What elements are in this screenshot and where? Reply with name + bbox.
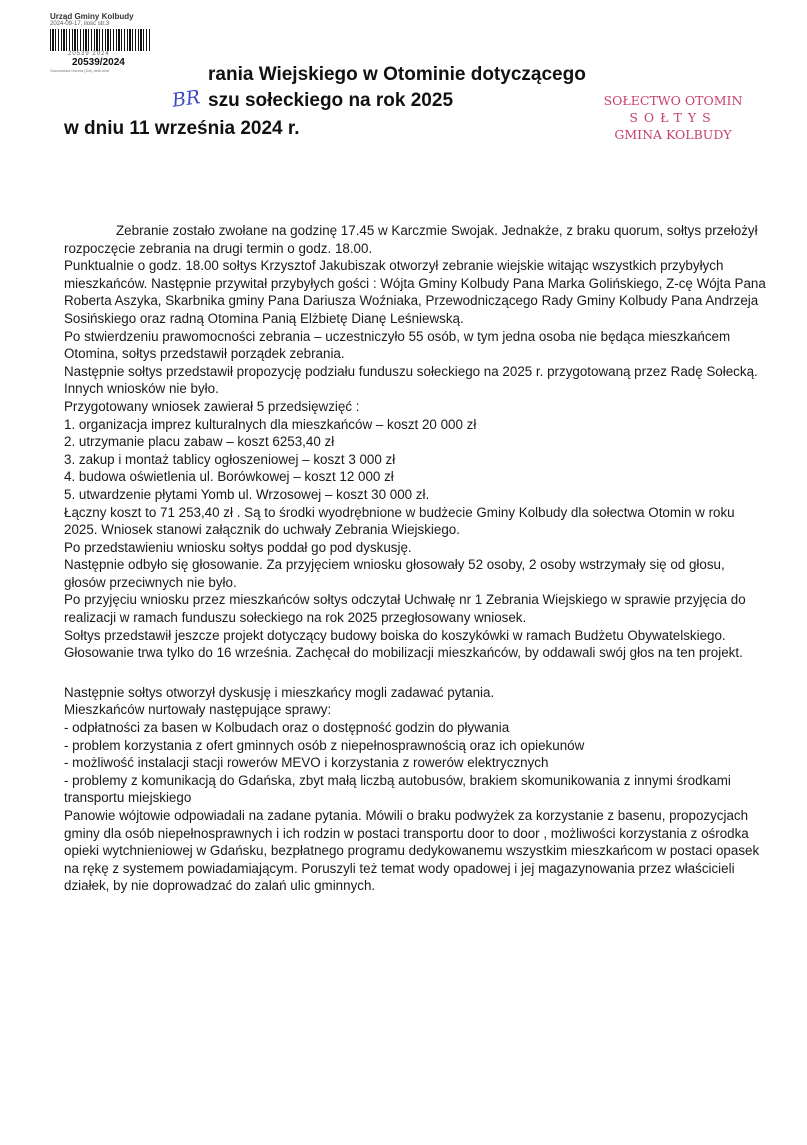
list-item: - problemy z komunikacją do Gdańska, zbyt małą liczbą autobusów, brakiem skomunikowania z innymi środkami transportu miejskiego [64,772,731,806]
paragraph: Po stwierdzeniu prawomocności zebrania – uczestniczyło 55 osób, w tym jedna osoba nie będąca mieszkańcem Otomina, sołtys przedstawił porządek zebrania. [64,328,731,362]
list-item: - odpłatności za basen w Kolbudach oraz o dostępność godzin do pływania [64,720,510,736]
paragraph: Zebranie zostało zwołane na godzinę 17.45 w Karczmie Swojak. Jednakże, z braku quorum, sołtys przełożył rozpoczęcie zebrania na drugi termin o godz. 18.00. [64,223,758,256]
barcode-icon [50,29,150,51]
soltys-stamp-line-3: GMINA KOLBUDY [614,127,732,142]
soltys-stamp-line-1: SOŁECTWO OTOMIN [603,93,743,108]
paragraph: Po przedstawieniu wniosku sołtys poddał go pod dyskusję. [64,539,412,555]
list-item: - możliwość instalacji stacji rowerów MEVO i korzystania z rowerów elektrycznych [64,755,549,771]
title-line-3: w dniu 11 września 2024 r. [64,118,300,139]
stamp-operator: Saczewska Hanna (DA) delk.ekst [50,68,110,73]
title-line-1: rania Wiejskiego w Otominie dotyczącego [208,64,586,85]
list-item: 2. utrzymanie placu zabaw – koszt 6253,40 zł [64,434,335,450]
paragraph: Mieszkańców nurtowały następujące sprawy: [64,702,332,718]
handwritten-mark: BR [170,86,202,112]
list-item: 1. organizacja imprez kulturalnych dla mieszkańców – koszt 20 000 zł [64,416,477,432]
paragraph: Punktualnie o godz. 18.00 sołtys Krzysztof Jakubiszak otworzył zebranie wiejskie witając wszystkich przybyłych mieszkańców. Następnie przywitał przybyłych gości : Wójta Gminy Kolbudy Pana Marka Golińskiego, Z-cę Wójta Pana Roberta Aszyka, Skarbnika gminy Pana Dariusza Woźniaka, Przewodniczącego Rady Gminy Kolbudy Pana Andrzeja Sosińskiego oraz radną Otomina Panią Elżbietę Dianę Leśniewską. [64,258,766,326]
paragraph: Następnie sołtys przedstawił propozycję podziału funduszu sołeckiego na 2025 r. przygotowaną przez Radę Sołecką. Innych wniosków nie było. [64,363,758,397]
paragraph: Przygotowany wniosek zawierał 5 przedsięwzięć : [64,398,360,414]
paragraph: Następnie sołtys otworzył dyskusję i mieszkańcy mogli zadawać pytania. [64,684,495,700]
document-body [64,222,769,895]
registry-stamp [50,12,165,73]
paragraph: Panowie wójtowie odpowiadali na zadane pytania. Mówili o braku podwyżek za korzystanie z basenu, propozycjach gminy dla osób niepełnosprawnych i ich rodzin w postaci transportu door to door , możliwości korzystania z ośrodka opieki wytchnieniowej w Gdańsku, bezpłatnego programu dedykowanemu wszystkim mieszkańcom w postaci opasek na rękę z systemem powiadamiającym. Poruszyli też temat wody opadowej i jej magazynowania przez właścicieli działek, by nie doprowadzać do zalań ulic gminnych. [64,808,760,894]
title-line-2: szu sołeckiego na rok 2025 [208,90,454,111]
spacer [64,662,769,684]
paragraph: Następnie odbyło się głosowanie. Za przyjęciem wniosku głosowały 52 osoby, 2 osoby wstrzymały się od głosu, głosów przeciwnych nie było. [64,557,725,590]
list-item: 4. budowa oświetlenia ul. Borówkowej – koszt 12 000 zł [64,469,394,485]
stamp-office: Urząd Gminy Kolbudy [50,12,134,21]
paragraph: Po przyjęciu wniosku przez mieszkańców sołtys odczytał Uchwałę nr 1 Zebrania Wiejskiego w sprawie przyjęcia do realizacji w ramach funduszu sołeckiego na rok 2025 przegłosowany wniosek. [64,592,746,626]
stamp-barcode-text: 20539 2024 [68,51,110,57]
soltys-stamp [578,92,768,143]
list-item: - problem korzystania z ofert gminnych osób z niepełnosprawnością oraz ich opiekunów [64,737,585,753]
stamp-date: 2024-09-17, ilość str.3 [50,21,110,27]
paragraph: Sołtys przedstawił jeszcze projekt dotyczący budowy boiska do koszykówki w ramach Budżetu Obywatelskiego. Głosowanie trwa tylko do 16 września. Zachęcał do mobilizacji mieszkańców, by oddawali swój głos na ten projekt. [64,627,743,661]
paragraph: Łączny koszt to 71 253,40 zł . Są to środki wyodrębnione w budżecie Gminy Kolbudy dla sołectwa Otomin w roku 2025. Wniosek stanowi załącznik do uchwały Zebrania Wiejskiego. [64,504,735,538]
list-item: 3. zakup i montaż tablicy ogłoszeniowej – koszt 3 000 zł [64,451,396,467]
soltys-stamp-line-2: SOŁTYS [629,110,717,125]
stamp-number: 20539/2024 [72,57,125,68]
list-item: 5. utwardzenie płytami Yomb ul. Wrzosowej – koszt 30 000 zł. [64,486,430,502]
